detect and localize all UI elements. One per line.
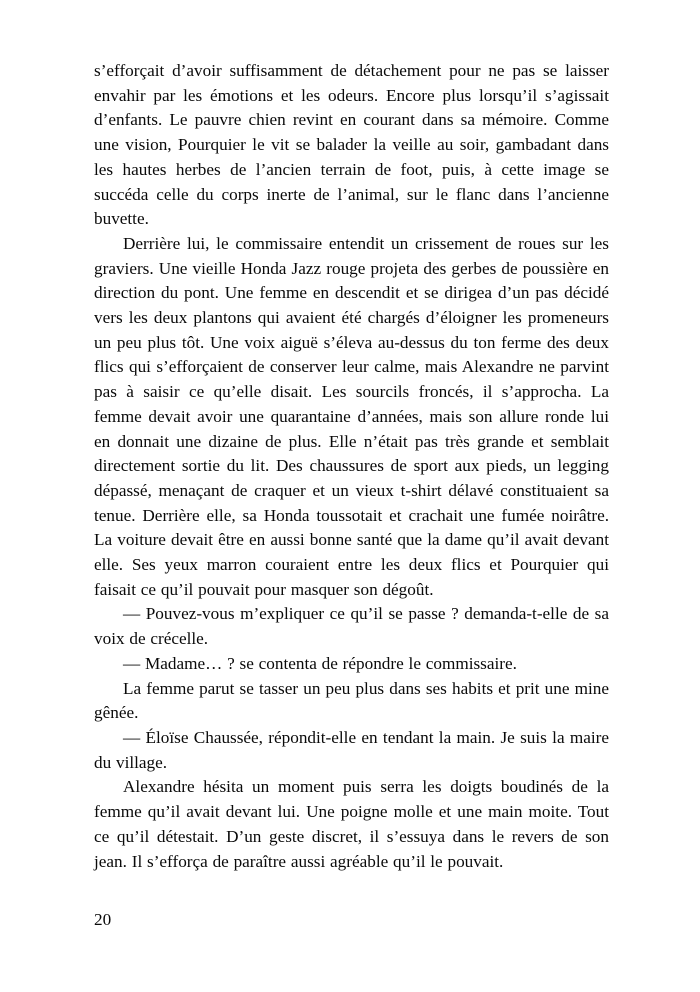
paragraph-dialogue: — Madame… ? se contenta de répondre le commissaire.: [123, 653, 517, 673]
page-number: 20: [94, 910, 112, 929]
paragraph: La femme parut se tasser un peu plus dans ses habits et prit une mine gênée.: [94, 678, 609, 723]
paragraph: Alexandre hésita un moment puis serra les doigts boudinés de la femme qu’il avait devant lui. Une poigne molle et une main moite. Tout ce qu’il détestait. D’un geste discret, il s’essuya dans le revers de son jean. Il s’efforça de paraître aussi agréable qu’il le pouvait.: [94, 777, 609, 871]
paragraph-dialogue: — Éloïse Chaussée, répondit-elle en tendant la main. Je suis la maire du village.: [94, 727, 609, 772]
paragraph: Derrière lui, le commissaire entendit un crissement de roues sur les graviers. Une vieille Honda Jazz rouge projeta des gerbes de poussière en direction du pont. Une femme en descendit et se dirigea d’un pas décidé vers les deux plantons qui avaient été chargés d’éloigner les promeneurs un peu plus tôt. Une voix aiguë s’éleva au-dessus du ton ferme des deux flics qui s’efforçaient de conserver leur calme, mais Alexandre ne parvint pas à saisir ce qu’elle disait. Les sourcils froncés, il s’approcha. La femme devait avoir une quarantaine d’années, mais son allure ronde lui en donnait une dizaine de plus. Elle n’était pas très grande et semblait directement sortie du lit. Des chaussures de sport aux pieds, un legging dépassé, menaçant de craquer et un vieux t-shirt délavé constituaient sa tenue. Derrière elle, sa Honda toussotait et crachait une fumée noirâtre. La voiture devait être en aussi bonne santé que la dame qu’il avait devant elle. Ses yeux marron couraient entre les deux flics et Pourquier qui faisait ce qu’il pouvait pour masquer son dégoût.: [94, 233, 609, 599]
paragraph: s’efforçait d’avoir suffisamment de détachement pour ne pas se laisser envahir par les émotions et les odeurs. Encore plus lorsqu’il s’agissait d’enfants. Le pauvre chien revint en courant dans sa mémoire. Comme une vision, Pourquier le vit se balader la veille au soir, gambadant dans les hautes herbes de l’ancien terrain de foot, puis, à cette image se succéda celle du corps inerte de l’animal, sur le flanc dans l’ancienne buvette.: [94, 61, 609, 229]
paragraph-dialogue: — Pouvez-vous m’expliquer ce qu’il se passe ? demanda-t-elle de sa voix de crécelle.: [94, 604, 609, 649]
page-text: [94, 59, 609, 874]
